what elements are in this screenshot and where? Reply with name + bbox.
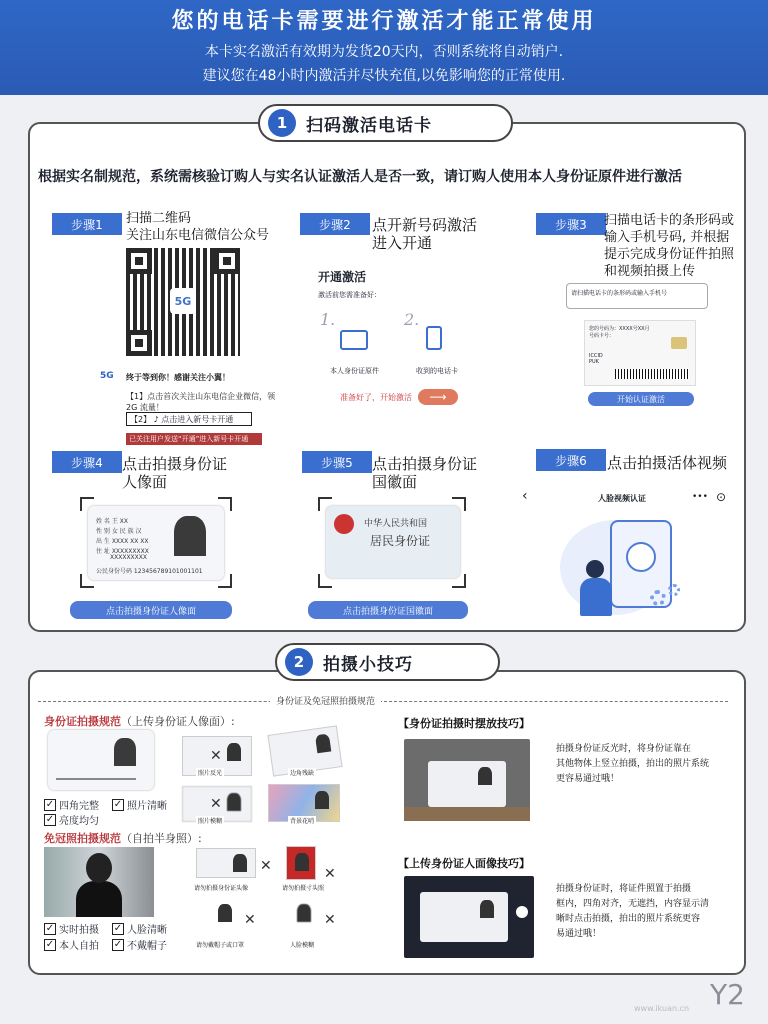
- cross-icon: ✕: [260, 858, 272, 874]
- tip-2-text: [556, 882, 709, 942]
- check-icon: ✓: [45, 938, 55, 950]
- id-card-icon: [340, 330, 368, 350]
- check-icon: ✓: [45, 798, 55, 810]
- cross-icon: ✕: [324, 912, 336, 928]
- cross-icon: ✕: [210, 796, 222, 812]
- check-icon: ✓: [45, 813, 55, 825]
- page-mark: Y2: [710, 978, 745, 1011]
- followed-user-notice: 已关注用户发送“开通”进入新号卡开通: [126, 433, 262, 445]
- tip-1-title: 【身份证拍摄时摆放技巧】: [398, 717, 530, 730]
- step-6-tag: 步骤6: [536, 449, 606, 471]
- gear-icon: [650, 590, 666, 606]
- tip-1-line: 拍摄身份证反光时，将身份证靠在: [556, 744, 692, 754]
- table-surface: [404, 807, 530, 821]
- face-video-title: 人脸视频认证: [598, 494, 646, 503]
- step-2-line-1: 点开新号码激活: [372, 216, 478, 234]
- card-field: 出 生 XXXX XX XX: [96, 538, 149, 545]
- photo-spec-title-text: 免冠照拍摄规范: [44, 832, 121, 845]
- section-2-header: [275, 643, 500, 681]
- divider-label: 身份证及免冠照拍摄规范: [270, 694, 381, 707]
- open-activation-title: 开通激活: [318, 270, 367, 284]
- step-2-tag: 步骤2: [300, 213, 370, 235]
- cross-icon: ✕: [324, 866, 336, 882]
- step-4-text: [122, 455, 227, 491]
- section-1-title: 扫码激活电话卡: [306, 115, 432, 136]
- step-4-line-1: 点击拍摄身份证: [122, 455, 228, 473]
- step-5-text: [372, 455, 477, 491]
- more-icon[interactable]: •••: [692, 492, 708, 502]
- requirement-number-2: 2.: [404, 310, 420, 329]
- photo-spec-title: [44, 830, 202, 846]
- step-5-line-1: 点击拍摄身份证: [372, 455, 478, 473]
- sim-chip: [671, 337, 687, 349]
- step-1-text: [126, 210, 269, 244]
- activation-banner: [0, 0, 768, 95]
- photo-check-4: [112, 937, 167, 952]
- bad-caption: 请勿拍摄寸头照: [282, 885, 325, 892]
- id-check-2: [112, 797, 167, 812]
- open-activation-sub: 激活前您需准备好：: [318, 291, 381, 299]
- card-field: 性 别 女 民 族 汉: [96, 528, 142, 535]
- bad-selfie-mask: [210, 900, 240, 936]
- sim-card-icon: [426, 326, 442, 350]
- bad-caption: 人脸模糊: [290, 942, 315, 949]
- step-2-text: [372, 216, 477, 252]
- card-field: XXXXXXXXX: [110, 554, 147, 561]
- check-icon: ✓: [113, 938, 123, 950]
- person-illustration: [578, 560, 614, 616]
- step-4-tag: 步骤4: [52, 451, 122, 473]
- cross-icon: ✕: [244, 912, 256, 928]
- card-field: 姓 名 王 XX: [96, 518, 128, 525]
- requirement-number-1: 1.: [320, 310, 336, 329]
- check-icon: ✓: [45, 922, 55, 934]
- photo-check-label: 人脸清晰: [127, 925, 167, 936]
- welcome-message: 终于等到你！感谢关注小翼！: [126, 373, 230, 382]
- card-field: 公民身份号码 123456789101001101: [96, 568, 203, 575]
- bad-selfie-blurry: [290, 900, 318, 934]
- id-photo: [174, 516, 206, 556]
- tip-2-line: 易通过哦！: [556, 929, 602, 939]
- photo-check-label: 本人自拍: [59, 941, 99, 952]
- sim-line-1: 您的号码为：XXXX号XX月: [589, 326, 650, 332]
- start-auth-button[interactable]: 开始认证激活: [588, 392, 694, 406]
- bad-caption: 请勿戴帽子或口罩: [196, 942, 245, 949]
- step-1-tag: 步骤1: [52, 213, 122, 235]
- tip-1-text: [556, 742, 709, 787]
- divider-line: [38, 701, 728, 702]
- bad-caption: 背景花哨: [290, 818, 315, 825]
- ready-start-text: 准备好了，开始激活: [340, 393, 412, 402]
- id-spec-title: [44, 713, 235, 729]
- scan-input-card[interactable]: 请扫描电话卡的条形码或输入手机号: [566, 283, 708, 309]
- id-spec-title-note: （上传身份证人像面）:: [121, 715, 235, 728]
- id-check-label: 照片清晰: [127, 801, 167, 812]
- check-icon: ✓: [113, 922, 123, 934]
- step-3-text: [604, 212, 734, 280]
- tip-1-line: 更容易通过哦！: [556, 774, 620, 784]
- start-activation-button[interactable]: ⟶: [418, 389, 458, 405]
- photo-check-1: [44, 921, 99, 936]
- step-3-line-4: 和视频拍摄上传: [604, 264, 696, 279]
- watermark: www.ikuan.cn: [634, 1004, 690, 1013]
- photo-check-3: [44, 937, 99, 952]
- step-1-line-1: 扫描二维码: [126, 211, 192, 226]
- check-icon: ✓: [113, 798, 123, 810]
- gear-icon: [668, 584, 680, 596]
- selfie-good-sample: [44, 847, 154, 917]
- step-5-line-2: 国徽面: [372, 473, 418, 491]
- section-1-header: [258, 104, 513, 142]
- card-back-line-2: 居民身份证: [370, 534, 431, 548]
- qr-code[interactable]: [126, 248, 240, 356]
- section-2-title: 拍摄小技巧: [323, 654, 413, 675]
- photo-check-label: 不戴帽子: [127, 941, 167, 952]
- section-2-number: 2: [285, 648, 313, 676]
- tip-2-phone-photo: [404, 876, 534, 958]
- national-emblem: [334, 514, 354, 534]
- id-check-label: 四角完整: [59, 801, 99, 812]
- id-number-bar: [56, 778, 136, 780]
- shutter-icon: [516, 906, 528, 918]
- open-new-card-link[interactable]: 【2】 ♪ 点击进入新号卡开通: [126, 412, 252, 426]
- section-1-number: 1: [268, 109, 296, 137]
- record-icon[interactable]: ⊙: [716, 490, 727, 504]
- id-spec-title-text: 身份证拍摄规范: [44, 715, 121, 728]
- bad-caption: 照片反光: [198, 770, 223, 777]
- sim-card-image: [584, 320, 696, 386]
- card-back-line-1: 中华人民共和国: [364, 519, 428, 529]
- id-card-back-sample: [326, 506, 460, 578]
- tip-2-line: 框内，四角对齐，无遮挡，内容显示清: [556, 899, 710, 909]
- step-3-line-3: 提示完成身份证件拍照: [604, 247, 735, 262]
- tip-2-title: 【上传身份证人面像技巧】: [398, 857, 530, 870]
- step-4-line-2: 人像面: [122, 473, 168, 491]
- welcome-5g-logo: 5G: [100, 371, 114, 381]
- tip-2-line: 晰时点击拍摄，拍出的照片系统更容: [556, 914, 701, 924]
- section-1-intro: 根据实名制规范，系统需核验订购人与实名认证激活人是否一致，请订购人使用本人身份证原件进行激活: [38, 169, 682, 185]
- message-1: 【1】点击首次关注山东电信企业微信，领 2G 流量！: [126, 392, 276, 412]
- card-field: 住 址 XXXXXXXXX: [96, 548, 149, 555]
- shoot-back-button[interactable]: 点击拍摄身份证国徽面: [308, 601, 468, 619]
- qr-finder: [126, 330, 152, 356]
- banner-title: 您的电话卡需要进行激活才能正常使用: [171, 9, 597, 34]
- step-1-line-2: 关注山东电信微信公众号: [126, 228, 270, 243]
- step-5-tag: 步骤5: [302, 451, 372, 473]
- id-check-label: 亮度均匀: [59, 816, 99, 827]
- id-good-sample: [48, 730, 154, 790]
- banner-line-1: 本卡实名激活有效期为发货20天内，否则系统将自动销户.: [204, 44, 564, 60]
- tip-2-line: 拍摄身份证时，将证件照置于拍摄: [556, 884, 692, 894]
- bad-selfie-idphoto: [196, 848, 256, 878]
- qr-finder: [126, 248, 152, 274]
- step-3-line-2: 输入手机号码, 并根据: [604, 230, 730, 245]
- sim-iccid: ICCID: [589, 353, 603, 359]
- shoot-front-button[interactable]: 点击拍摄身份证人像面: [70, 601, 232, 619]
- tip-1-line: 其他物体上竖立拍摄，拍出的照片系统: [556, 759, 710, 769]
- requirement-label-2: 收到的电话卡: [416, 367, 458, 375]
- step-3-tag: 步骤3: [536, 213, 606, 235]
- sim-barcode: [615, 369, 689, 379]
- requirement-label-1: 本人身份证原件: [330, 367, 379, 375]
- banner-line-2: 建议您在48小时内激活并尽快充值,以免影响您的正常使用.: [202, 68, 566, 84]
- photo-spec-title-note: （自拍半身照）:: [121, 832, 202, 845]
- photo-check-label: 实时拍摄: [59, 925, 99, 936]
- id-check-1: [44, 797, 99, 812]
- bad-selfie-headshot: [286, 846, 316, 880]
- bad-caption: 照片模糊: [198, 818, 223, 825]
- sim-puk: PUK: [589, 359, 599, 365]
- id-card-front-sample: [88, 506, 224, 580]
- sim-line-2: 号码卡号：: [589, 333, 615, 339]
- bad-caption: 请勿拍摄身份证头像: [194, 885, 249, 892]
- id-check-3: [44, 812, 99, 827]
- bad-caption: 边角残缺: [290, 770, 315, 777]
- photo-check-2: [112, 921, 167, 936]
- qr-5g-logo: 5G: [170, 288, 196, 314]
- step-6-text: 点击拍摄活体视频: [607, 454, 728, 472]
- back-icon[interactable]: ‹: [522, 488, 528, 504]
- step-3-line-1: 扫描电话卡的条形码或: [604, 213, 735, 228]
- cross-icon: ✕: [210, 748, 222, 764]
- qr-finder: [214, 248, 240, 274]
- id-photo: [114, 738, 136, 766]
- tip-1-photo: [404, 739, 530, 821]
- face-icon: [626, 542, 656, 572]
- step-2-line-2: 进入开通: [372, 234, 433, 252]
